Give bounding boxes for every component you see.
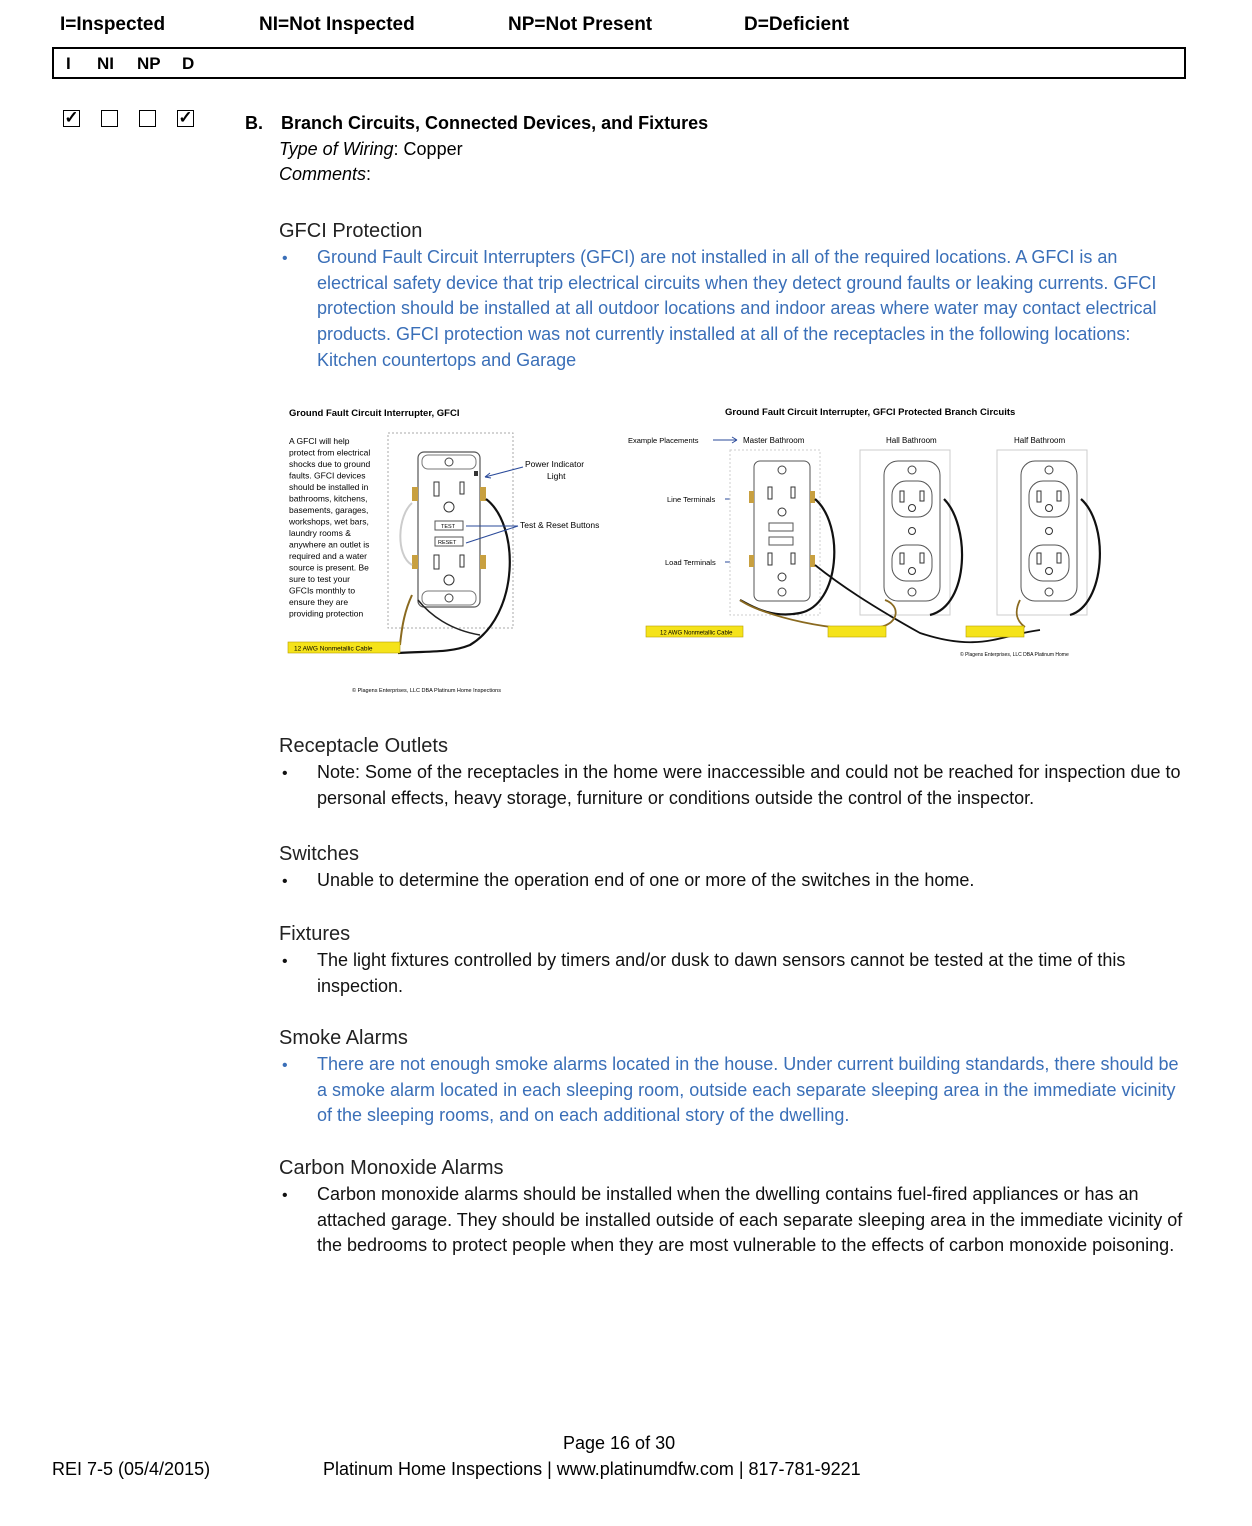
comments-label: Comments bbox=[279, 164, 367, 184]
desc-line: workshops, wet bars, bbox=[289, 516, 369, 527]
test-button-label: TEST bbox=[441, 524, 456, 530]
gfci-text: Ground Fault Circuit Interrupters (GFCI) are not installed in all of the required locations. A GFCI is an electrical safety device that trip electrical circuits when they detect ground faults or leaking currents. GFCI protection should be installed at all outdoor locations and indoor areas where water may contact electrical products. GFCI protection was not currently installed at all of the receptacles in the following locations: Kitchen countertops and Garage bbox=[317, 247, 1157, 370]
receptacles-bullet: • bbox=[282, 765, 288, 782]
cable-label-left: 12 AWG Nonmetallic Cable bbox=[294, 645, 373, 653]
desc-line: ensure they are bbox=[289, 597, 349, 607]
switches-bullet: • bbox=[282, 873, 288, 890]
checkbox-not-present[interactable] bbox=[139, 110, 156, 127]
wiring-value: : Copper bbox=[393, 139, 463, 159]
desc-line: bathrooms, kitchens, bbox=[289, 493, 368, 504]
column-header-d: D bbox=[182, 54, 195, 73]
column-header-box bbox=[52, 47, 1186, 79]
checkbox-not-inspected[interactable] bbox=[101, 110, 118, 127]
desc-line: should be installed in bbox=[289, 482, 369, 492]
hall-bathroom-label: Hall Bathroom bbox=[886, 436, 937, 445]
switches-text: Unable to determine the operation end of one or more of the switches in the home. bbox=[317, 870, 975, 890]
master-bathroom-label: Master Bathroom bbox=[743, 436, 805, 445]
desc-line: source is present. Be bbox=[289, 562, 369, 573]
smoke-text: There are not enough smoke alarms located in the house. Under current building standards, there should be a smoke alarm located in each sleeping room, outside each separate sleeping area in the immediate vicinity of the sleeping rooms, and on each additional story of the dwelling. bbox=[317, 1054, 1179, 1126]
left-copyright: © Plagens Enterprises, LLC DBA Platinum Home Inspections bbox=[352, 688, 501, 694]
page-number: Page 16 of 30 bbox=[563, 1433, 676, 1453]
cable-label-right: 12 AWG Nonmetallic Cable bbox=[660, 630, 733, 637]
company-info: Platinum Home Inspections | www.platinumdfw.com | 817-781-9221 bbox=[323, 1459, 861, 1479]
power-indicator-label: Power Indicator bbox=[525, 459, 585, 469]
power-indicator-label-2: Light bbox=[547, 471, 566, 481]
column-header-ni: NI bbox=[97, 54, 114, 73]
desc-line: A GFCI will help bbox=[289, 436, 350, 446]
type-of-wiring bbox=[279, 139, 463, 160]
outlet-hall bbox=[884, 461, 940, 601]
desc-line: laundry rooms & bbox=[289, 528, 351, 538]
reset-button-label: RESET bbox=[438, 540, 457, 546]
example-placements-label: Example Placements bbox=[628, 436, 699, 445]
switches-heading: Switches bbox=[279, 843, 360, 865]
form-id: REI 7-5 (05/4/2015) bbox=[52, 1459, 211, 1479]
desc-line: required and a water bbox=[289, 551, 367, 561]
comments bbox=[279, 164, 371, 185]
gfci-outlet-left bbox=[412, 452, 486, 607]
legend-deficient: D=Deficient bbox=[744, 14, 850, 35]
smoke-heading: Smoke Alarms bbox=[279, 1027, 408, 1049]
legend-not-present: NP=Not Present bbox=[508, 14, 653, 35]
legend-inspected: I=Inspected bbox=[60, 14, 166, 35]
column-header-i: I bbox=[66, 54, 71, 73]
outlet-half bbox=[1021, 461, 1077, 601]
right-copyright: © Plagens Enterprises, LLC DBA Platinum Home bbox=[960, 652, 1069, 658]
gfci-diagram bbox=[280, 395, 1110, 700]
cable-segment bbox=[828, 626, 886, 637]
gfci-bullet: • bbox=[282, 250, 288, 267]
co-heading: Carbon Monoxide Alarms bbox=[279, 1157, 504, 1179]
load-terminals-label: Load Terminals bbox=[665, 558, 716, 567]
wiring-label: Type of Wiring bbox=[279, 139, 394, 159]
desc-line: GFCIs monthly to bbox=[289, 585, 356, 596]
receptacles-heading: Receptacle Outlets bbox=[279, 735, 448, 757]
desc-line: anywhere an outlet is bbox=[289, 539, 370, 550]
diagram-left-description bbox=[288, 436, 371, 619]
desc-line: basements, garages, bbox=[289, 505, 369, 515]
section-letter: B. bbox=[245, 113, 263, 133]
column-header-np: NP bbox=[137, 54, 161, 73]
section-title: Branch Circuits, Connected Devices, and Fixtures bbox=[281, 113, 709, 133]
comments-suffix: : bbox=[366, 164, 372, 184]
gfci-heading: GFCI Protection bbox=[279, 220, 423, 242]
checkbox-deficient[interactable]: ✓ bbox=[178, 108, 193, 127]
diagram-left-title: Ground Fault Circuit Interrupter, GFCI bbox=[289, 408, 460, 419]
diagram-right-title: Ground Fault Circuit Interrupter, GFCI Protected Branch Circuits bbox=[725, 407, 1016, 418]
smoke-bullet: • bbox=[282, 1057, 288, 1074]
fixtures-heading: Fixtures bbox=[279, 923, 351, 945]
cable-segment bbox=[966, 626, 1024, 637]
co-bullet: • bbox=[282, 1187, 288, 1204]
fixtures-text: The light fixtures controlled by timers and/or dusk to dawn sensors cannot be tested at the time of this inspection. bbox=[317, 950, 1126, 996]
desc-line: shocks due to ground bbox=[289, 459, 371, 469]
receptacles-text: Note: Some of the receptacles in the home were inaccessible and could not be reached for inspection due to personal effects, heavy storage, furniture or conditions outside the control of the inspector. bbox=[317, 762, 1181, 808]
gfci-outlet-master bbox=[749, 461, 815, 601]
legend-not-inspected: NI=Not Inspected bbox=[259, 14, 415, 35]
checkbox-inspected[interactable]: ✓ bbox=[64, 108, 79, 127]
line-terminals-label: Line Terminals bbox=[667, 495, 716, 504]
test-reset-label: Test & Reset Buttons bbox=[520, 520, 600, 530]
desc-line: protect from electrical bbox=[289, 447, 371, 458]
desc-line: sure to test your bbox=[289, 574, 350, 584]
fixtures-bullet: • bbox=[282, 953, 288, 970]
desc-line: providing protection bbox=[289, 608, 364, 619]
half-bathroom-label: Half Bathroom bbox=[1014, 436, 1066, 445]
co-text: Carbon monoxide alarms should be installed when the dwelling contains fuel-fired appliances or has an attached garage. They should be installed outside of each separate sleeping area in the immediate vicinity of the bedrooms to protect people when they are most vulnerable to the effects of carbon monoxide poisoning. bbox=[317, 1184, 1183, 1256]
desc-line: faults. GFCI devices bbox=[289, 470, 366, 481]
